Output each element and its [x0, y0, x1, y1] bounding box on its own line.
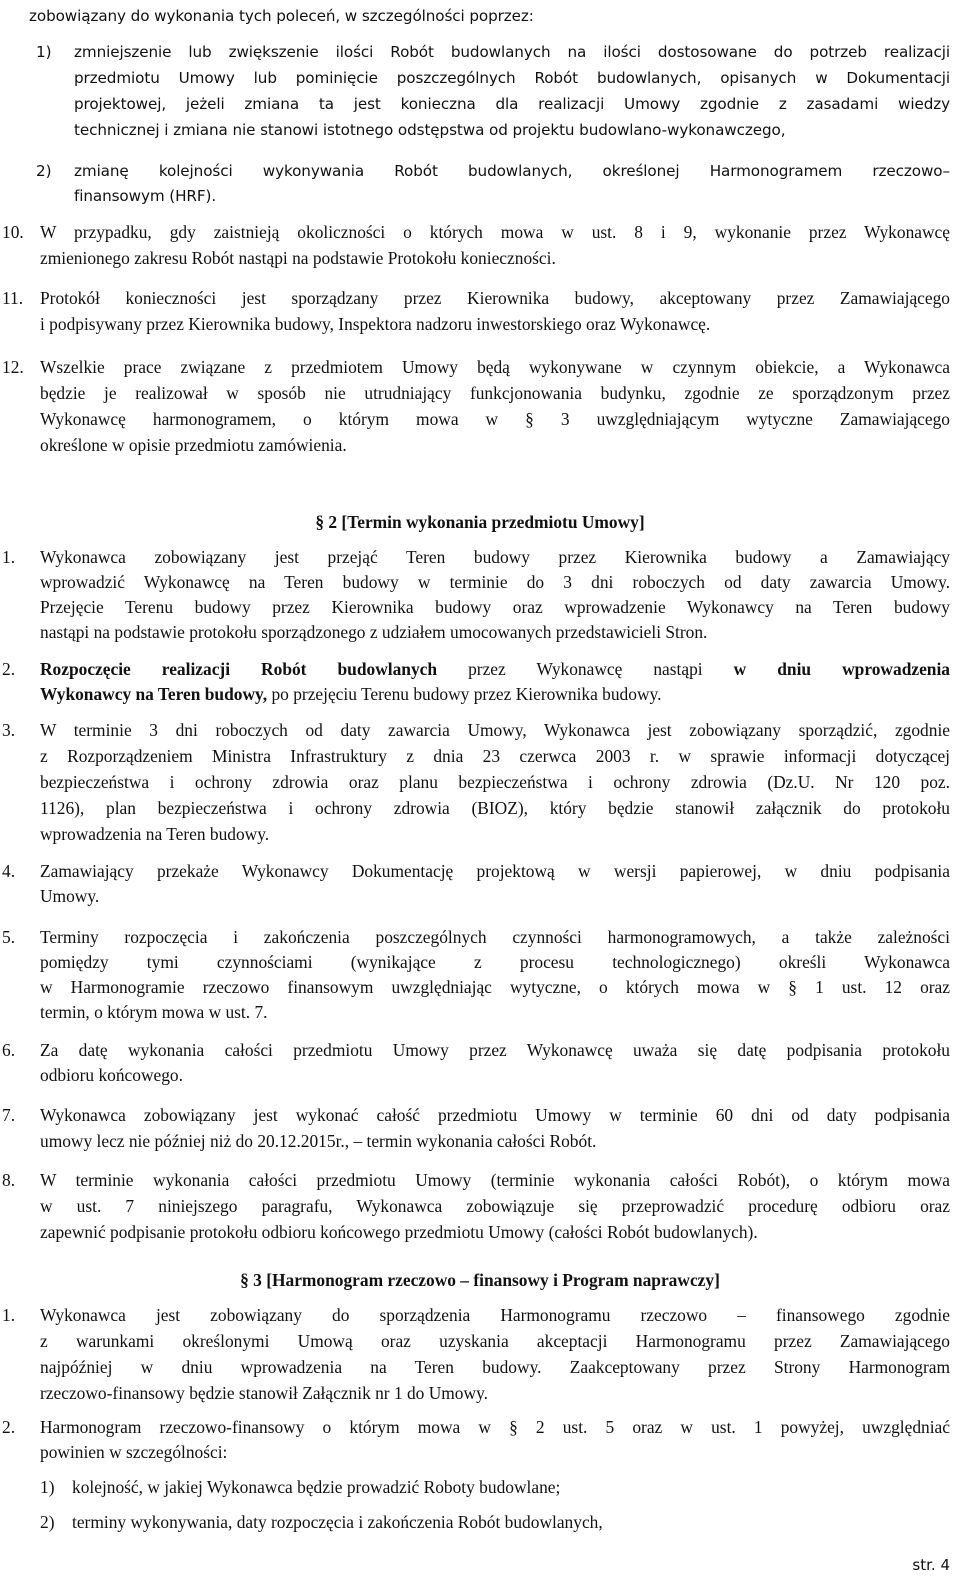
text-line: z warunkami określonymi Umową oraz uzyskania akceptacji Harmonogramu przez Zamawiającego [40, 1331, 950, 1351]
paragraph-number: 11. [2, 288, 24, 308]
list-number: 1) [36, 43, 52, 61]
intro-text: zobowiązany do wykonania tych poleceń, w szczególności poprzez: [29, 7, 534, 25]
text-line: Harmonogram rzeczowo-finansowy o którym mowa w § 2 ust. 5 oraz w ust. 1 powyżej, uwzględniać [40, 1417, 950, 1437]
text-line: w Harmonogramie rzeczowo finansowym uwzględniając wytyczne, o których mowa w § 1 ust. 12 oraz [40, 977, 950, 997]
paragraph-number: 10. [2, 222, 24, 242]
bold-text: Wykonawcy na Teren budowy, [40, 684, 268, 704]
text-line: zmianę kolejności wykonywania Robót budowlanych, określonej Harmonogramem rzeczowo– [74, 162, 950, 180]
list-item-text: kolejność, w jakiej Wykonawca będzie prowadzić Roboty budowlane; [72, 1477, 561, 1497]
text-line: powinien w szczególności: [40, 1442, 228, 1462]
text-line: bezpieczeństwa i ochrony zdrowia oraz planu bezpieczeństwa i ochrony zdrowia (Dz.U. Nr 120 poz. [40, 772, 950, 792]
section-heading: § 2 [Termin wykonania przedmiotu Umowy] [315, 512, 645, 532]
text-line: będzie je realizował w sposób nie utrudniający funkcjonowania budynku, zgodnie ze sporządzonym przez [40, 383, 950, 403]
text-line: nastąpi na podstawie protokołu sporządzonego z udziałem umocowanych przedstawicieli Stron. [40, 622, 708, 642]
paragraph-number: 1. [2, 547, 16, 567]
text-line: zapewnić podpisanie protokołu odbioru końcowego przedmiotu Umowy (całości Robót budowlanych). [40, 1222, 758, 1242]
text-line: Terminy rozpoczęcia i zakończenia poszczególnych czynności harmonogramowych, a także zależności [40, 927, 950, 947]
text-line: Wykonawcę harmonogramem, o którym mowa w § 3 uwzględniającym wytyczne Zamawiającego [40, 409, 950, 429]
text-line: Umowy. [40, 886, 100, 906]
text-line: Wykonawca zobowiązany jest wykonać całość przedmiotu Umowy w terminie 60 dni od daty podpisania [40, 1105, 950, 1125]
paragraph-number: 4. [2, 861, 16, 881]
text-line: wprowadzenia na Teren budowy. [40, 824, 270, 844]
text-line: i podpisywany przez Kierownika budowy, Inspektora nadzoru inwestorskiego oraz Wykonawcę. [40, 314, 711, 334]
text-line: technicznej i zmiana nie stanowi istotnego odstępstwa od projektu budowlano-wykonawczego, [74, 121, 786, 139]
text-line: najpóźniej w dniu wprowadzenia na Teren budowy. Zaakceptowany przez Strony Harmonogram [40, 1357, 950, 1377]
text-line: 1126), plan bezpieczeństwa i ochrony zdrowia (BIOZ), który będzie stanowił załącznik do protokołu [40, 798, 950, 818]
text-line: Zamawiający przekaże Wykonawcy Dokumentację projektową w wersji papierowej, w dniu podpisania [40, 861, 950, 881]
list-number: 2) [40, 1512, 55, 1532]
text-line: zmienionego zakresu Robót nastąpi na podstawie Protokołu konieczności. [40, 248, 556, 268]
paragraph-number: 5. [2, 927, 16, 947]
text-line: określone w opisie przedmiotu zamówienia. [40, 435, 347, 455]
text-line: wprowadzić Wykonawcę na Teren budowy w terminie do 3 dni roboczych od daty zawarcia Umowy. [40, 572, 950, 592]
text-line: odbioru końcowego. [40, 1065, 183, 1085]
paragraph-number: 1. [2, 1305, 16, 1325]
text-line: umowy lecz nie później niż do 20.12.2015r., – termin wykonania całości Robót. [40, 1131, 597, 1151]
paragraph-number: 2. [2, 1417, 16, 1437]
list-number: 2) [36, 162, 52, 180]
text-line: przedmiotu Umowy lub pominięcie poszczególnych Robót budowlanych, opisanych w Dokumentacji [74, 69, 950, 87]
text-line: Protokół konieczności jest sporządzany przez Kierownika budowy, akceptowany przez Zamawiającego [40, 288, 950, 308]
paragraph-number: 3. [2, 720, 16, 740]
text-line: W przypadku, gdy zaistnieją okoliczności o których mowa w ust. 8 i 9, wykonanie przez Wykonawcę [40, 222, 950, 242]
text: przez Wykonawcę nastąpi [437, 659, 734, 679]
text-line: W terminie wykonania całości przedmiotu Umowy (terminie wykonania całości Robót), o którym mowa [40, 1170, 950, 1190]
paragraph-number: 12. [2, 357, 24, 377]
list-number: 1) [40, 1477, 55, 1497]
text-line: rzeczowo-finansowy będzie stanowił Załącznik nr 1 do Umowy. [40, 1383, 488, 1403]
text-line: w ust. 7 niniejszego paragrafu, Wykonawca zobowiązuje się przeprowadzić procedurę odbioru oraz [40, 1196, 950, 1216]
text: po przejęciu Terenu budowy przez Kierownika budowy. [267, 684, 662, 704]
paragraph-number: 6. [2, 1040, 16, 1060]
text-line: Przejęcie Terenu budowy przez Kierownika budowy oraz wprowadzenie Wykonawcy na Teren budowy [40, 597, 950, 617]
section-heading: § 3 [Harmonogram rzeczowo – finansowy i Program naprawczy] [240, 1270, 720, 1290]
paragraph-number: 2. [2, 659, 16, 679]
text-line: Wykonawca jest zobowiązany do sporządzenia Harmonogramu rzeczowo – finansowego zgodnie [40, 1305, 950, 1325]
bold-text: Rozpoczęcie realizacji Robót budowlanych [40, 659, 438, 679]
paragraph-number: 7. [2, 1105, 16, 1125]
text-line: Za datę wykonania całości przedmiotu Umowy przez Wykonawcę uważa się datę podpisania protokołu [40, 1040, 950, 1060]
text-line [40, 682, 661, 706]
text-line: W terminie 3 dni roboczych od daty zawarcia Umowy, Wykonawca jest zobowiązany sporządzić, zgodnie [40, 720, 950, 740]
list-item-text: terminy wykonywania, daty rozpoczęcia i zakończenia Robót budowlanych, [72, 1512, 603, 1532]
page-number: str. 4 [912, 1556, 950, 1574]
text-line: pomiędzy tymi czynnościami (wynikające z procesu technologicznego) określi Wykonawca [40, 952, 950, 972]
text-line: zmniejszenie lub zwiększenie ilości Robót budowlanych na ilości dostosowane do potrzeb realizacji [74, 43, 950, 61]
text-line: z Rozporządzeniem Ministra Infrastruktury z dnia 23 czerwca 2003 r. w sprawie informacji dotyczącej [40, 746, 950, 766]
text-line: Wykonawca zobowiązany jest przejąć Teren budowy przez Kierownika budowy a Zamawiający [40, 547, 950, 567]
text-line [40, 657, 950, 681]
text-line: finansowym (HRF). [74, 187, 217, 205]
bold-text: w dniu wprowadzenia [733, 659, 950, 679]
text-line: Wszelkie prace związane z przedmiotem Umowy będą wykonywane w czynnym obiekcie, a Wykonawca [40, 357, 950, 377]
text-line: termin, o którym mowa w ust. 7. [40, 1002, 268, 1022]
text-line: projektowej, jeżeli zmiana ta jest konieczna dla realizacji Umowy zgodnie z zasadami wiedzy [74, 95, 950, 113]
paragraph-number: 8. [2, 1170, 16, 1190]
